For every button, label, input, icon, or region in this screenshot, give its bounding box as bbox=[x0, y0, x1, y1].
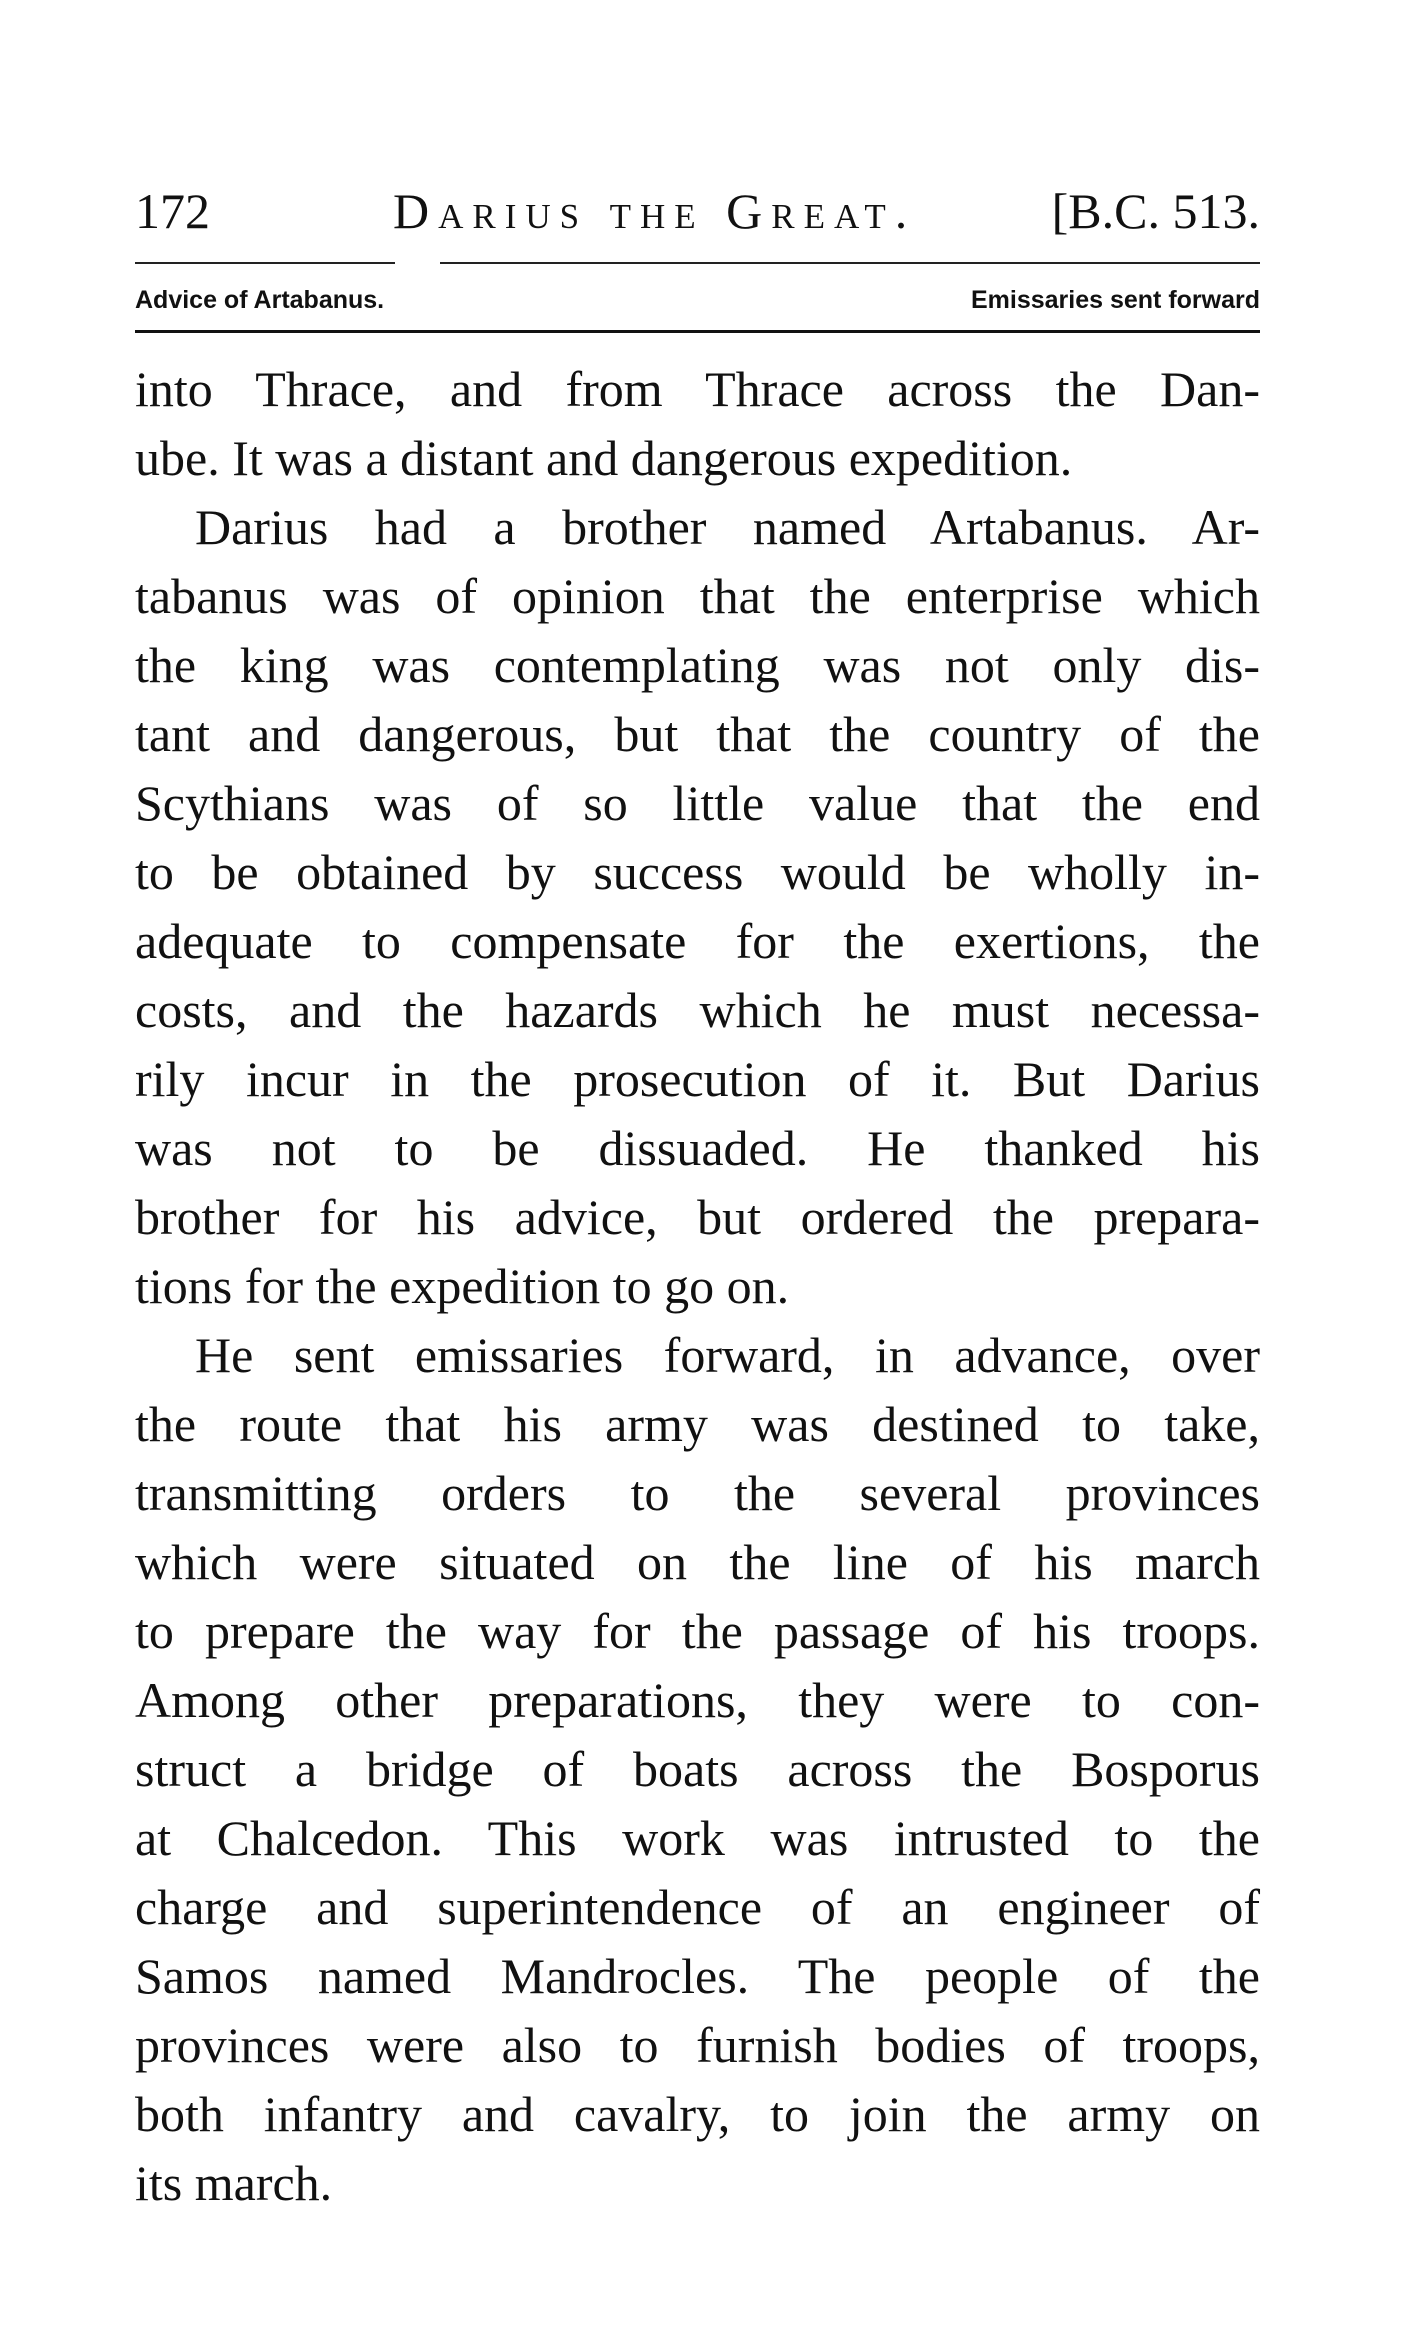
text-line: tant and dangerous, but that the country of the bbox=[135, 706, 1260, 762]
text-line: He sent emissaries forward, in advance, over bbox=[195, 1327, 1260, 1383]
head-rule-right bbox=[440, 262, 1260, 264]
text-line: struct a bridge of boats across the Bosporus bbox=[135, 1741, 1260, 1797]
side-heading-left: Advice of Artabanus. bbox=[135, 286, 385, 314]
text-line: ube. It was a distant and dangerous expedition. bbox=[135, 430, 1073, 486]
text-line: to be obtained by success would be wholly in- bbox=[135, 844, 1260, 900]
side-heading-right: Emissaries sent forward bbox=[970, 286, 1260, 314]
text-line: Darius had a brother named Artabanus. Ar- bbox=[195, 499, 1260, 555]
text-line: tabanus was of opinion that the enterprise which bbox=[135, 568, 1260, 624]
running-title: Darius the Great. bbox=[393, 183, 917, 239]
text-line: into Thrace, and from Thrace across the Dan- bbox=[135, 361, 1260, 417]
text-line: Scythians was of so little value that the end bbox=[135, 775, 1260, 831]
text-line: was not to be dissuaded. He thanked his bbox=[135, 1120, 1260, 1176]
text-line: the route that his army was destined to take, bbox=[135, 1396, 1260, 1452]
text-line: which were situated on the line of his march bbox=[135, 1534, 1260, 1590]
text-line: rily incur in the prosecution of it. But Darius bbox=[135, 1051, 1260, 1107]
page-number: 172 bbox=[135, 183, 210, 239]
text-line: tions for the expedition to go on. bbox=[135, 1258, 790, 1314]
text-line: both infantry and cavalry, to join the army on bbox=[135, 2086, 1260, 2142]
text-line: the king was contemplating was not only dis- bbox=[135, 637, 1260, 693]
text-line: Samos named Mandrocles. The people of the bbox=[135, 1948, 1260, 2004]
body-text bbox=[135, 355, 1260, 2218]
head-rule-left bbox=[135, 262, 395, 264]
text-line: charge and superintendence of an engineer of bbox=[135, 1879, 1260, 1935]
running-head bbox=[135, 176, 1260, 246]
side-heading-rule bbox=[135, 330, 1260, 333]
text-line: Among other preparations, they were to con- bbox=[135, 1672, 1260, 1728]
text-line: at Chalcedon. This work was intrusted to the bbox=[135, 1810, 1260, 1866]
text-line: provinces were also to furnish bodies of troops, bbox=[135, 2017, 1260, 2073]
text-line: costs, and the hazards which he must necessa- bbox=[135, 982, 1260, 1038]
text-line: adequate to compensate for the exertions, the bbox=[135, 913, 1260, 969]
date-bracket: [B.C. 513. bbox=[1051, 183, 1260, 239]
side-headings bbox=[135, 280, 1260, 320]
text-line: its march. bbox=[135, 2155, 333, 2211]
text-line: to prepare the way for the passage of his troops. bbox=[135, 1603, 1260, 1659]
text-line: transmitting orders to the several provinces bbox=[135, 1465, 1260, 1521]
text-line: brother for his advice, but ordered the prepara- bbox=[135, 1189, 1260, 1245]
